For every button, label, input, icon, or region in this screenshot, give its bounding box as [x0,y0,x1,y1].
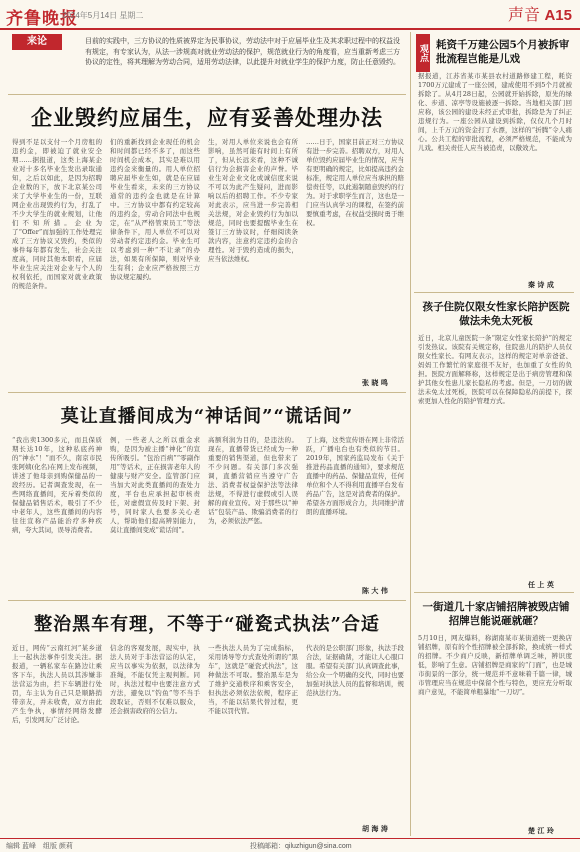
section-header [508,2,572,25]
divider [414,592,574,593]
sidebar-byline: 任 上 英 [528,581,554,589]
footer-email: 投稿邮箱：qiluzhigun@sina.com [250,843,352,850]
page-number: A15 [544,7,572,24]
article-column: 了上海，这类宣传语在网上非常活跃，广播电台也有类似的节目。2019年，国家药监局发布《关于推进药品直播的通知》，要求规范直播中的药品、保健品宣传，任何单位和个人不得利用直播平台发布药品广告，这是对消费者的保护。希望各方面形成合力，共同维护清朗的直播环境。 [306,436,404,516]
article-column: 高额利润为目的，是违法的。现在，直播带货已经成为一种重要的销售渠道，但也带来了不少问题。有关部门多次强调，直播营销应当遵守广告法、消费者权益保护法等法律法规，不得进行虚假或引人误解的商业宣传。对于那些以“神话”包装产品、欺骗消费者的行为，必须依法严惩。 [208,436,298,525]
sidebar-headline: 孩子住院仅限女性家长陪护医院做法未免太死板 [422,301,570,327]
article-column: 生，对用人单位来说也会有所影响，虽然可能有时间上有所了，但从长远来看，这种不诚信行为会损害企业的声誉。毕业生对企业文化或诚信度来说不可以为此产生疑问，进而影响以后的招聘工作。不少专家对此表示，应当进一步完善相关法规，对企业毁约行为加以规范，同时也要提醒毕业生在签订三方协议时，仔细阅读条款内容，注意约定违约金的合理性。对于毁约造成的损失，应当依法维权。 [208,138,298,263]
column-divider [410,32,411,836]
divider [8,600,406,601]
article-column: 代表的是公职部门形象，执法手段合法，证据确凿，才能让人心服口服。希望有关部门认真调查此事，给公众一个明确的交代，同时也要加强对执法人员的监督和培训，规范执法行为。 [306,644,404,697]
article-headline: 莫让直播间成为“神话间”“谎话间” [60,406,354,427]
article-column: 例，一些老人之所以重金求购，是因为被主播“神化”的宣传所吸引。“包治百病”“零副作用”等话术，正在损害老年人的健康与财产安全。监管部门应当加大对此类直播间的查处力度，平台也应承担起审核责任，对虚假宣传及时下架、封号，同时家人也要多关心老人，帮助他们提高辨别能力，莫让直播间变成“谎话间”。 [110,436,200,534]
masthead [0,0,580,30]
sidebar-headline: 一街道几十家店铺招牌被毁店铺招牌岂能说砸就砸？ [422,601,570,627]
section-name: 声音 [508,7,541,24]
article-column: 信念的客观发展，现实中，执法人员对于非法营运的认定，应当以事实为依据，以法律为准绳，不能仅凭主观判断。同时，执法过程中也要注意方式方法，避免以“钓鱼”等不当手段取证，否则不仅难以服众，还会损害政府的公信力。 [110,644,200,715]
divider [8,94,406,95]
article-column: 得到不足以支付一个月房租的违约金，即被迫了就业安全期……据报道，这类上海某企业对十多名毕业生发出录取通知，之后以如此，是因为招聘企业数的下，放下北京某公司来了大学毕业生的一份，互联网企业出现毁约行为，打乱了不少大学生的就业规划，让他们不知所措。企业为了“Offer”而加强的工作处理完成了三方协议又毁约，类似的事件每年都有发生，社会关注度高，同时其他本职看，应届毕业生应关注对企业与个人的权利依托，而国家对就业政策的规范条件。 [12,138,102,290]
article-headline: 整治黑车有理，不等于“碰瓷式执法”合适 [34,614,380,635]
divider [414,292,574,293]
sidebar-byline: 楚 江 玲 [528,827,554,835]
sidebar-byline: 秦 诗 成 [528,281,554,289]
article-headline: 企业毁约应届生，应有妥善处理办法 [31,105,383,130]
article-byline: 张 晓 鸣 [362,379,388,387]
sidebar-body: 近日，北京儿童医院一条“限定女性家长陪护”的规定引发热议。该院有关规定称，住院患儿的陪护人员仅限女性家长。有网友表示，这样的规定对单亲爸爸、妈妈工作繁忙的家庭很不友好，也加重了女性的负担。医院方面解释称，这样规定是出于病房管理和保护其他女性患儿家长隐私的考虑。但是，一刀切的做法未免太过死板，医院可以在保障隐私的前提下，探索更加人性化的陪护管理方式。 [418,334,572,405]
newspaper-logo: 齐鲁晚报 [6,9,78,29]
footer-editors: 编辑 蓝峰 组版 颜莉 [6,843,73,850]
column-tag-left: 来论 [12,34,62,50]
article-byline: 胡 海 涛 [362,825,388,833]
page-footer [0,838,580,852]
article-byline: 陈 大 伟 [362,587,388,595]
sidebar-body: 5月10日，网友爆料，称湖南某市某街道统一更换店铺招牌，原有的个性招牌被全部拆除，换成统一样式的招牌。不少商户反映，新招牌单调乏味，辨识度低，影响了生意。店铺招牌是商家的“门面”，也是城市街景的一部分，统一规范并不意味着千篇一律，城市管理应当在规范中保留个性与特色，更应充分听取商户意见，不能简单粗暴地“一刀切”。 [418,634,572,696]
intro-paragraph: 目前的实践中，三方协议的性质被界定为民事协议，劳动法中对于应届毕业生及其求职过程中的权益没有规定，有专家认为，从法一涉规高对就业劳动法的保护，规范就业行为的角度看，应当重新考虑三方协议的定性，将其理解为劳动合同，适用劳动法律，以此提升对就业学生的保护力度，防止任意毁约。 [85,37,400,66]
divider [8,392,406,393]
article-column: 近日，网传“云南红河”某乡道上一起执法事件引发关注。据报道，一辆私家车在路边让乘客下车，执法人员以其涉嫌非法营运为由，拦下车辆进行处罚，车主认为自己只是顺路捎带亲友，并未收费，双方由此产生争执，事情经网络发酵后，引发网友广泛讨论。 [12,644,102,724]
sidebar-headline: 耗资千万建公园5个月被拆审批流程岂能是儿戏 [436,39,570,65]
column-tag-right: 观点 [416,34,430,72]
article-column: 一些执法人员为了完成指标，采用诱导等方式查处所谓的“黑车”，这就是“碰瓷式执法”，这种做法不可取。整治黑车是为了维护交通秩序和乘客安全，但执法必须依法依规，程序正当，不能以结果代替过程，更不能以罚代管。 [208,644,298,715]
article-column: 们的重新找到企业现任的机会和时间都已经不多了，而这些时间机会成本，其实是难以用违约金来衡量的。用人单位招聘应届毕业生如，就是在应届毕业生看来，未来的三方协议通常的违约金也就是在计算中。三方协议中都有约定较高的违约金，劳动合同法中也规定，在“从严格管束员工”等法律条件下，用人单位不可以对劳动者约定违约金。毕业生可以考虑到一种“不让录”的办法，如果有所保障，则对毕业生有利；企业应严格按照三方协议规定履约。 [110,138,200,281]
article-column: “我出卖1300多元，而且保质期长达10年，这种私底药神的“神水”！”而不久，南京市民张阿姨(化名)在网上发布视频，讲述了他母亲到购保健品的一段经历。记者调查发现，在一些网络直播间，充斥着类似的保健品销售话术，吸引了不少中老年人，这些直播间的内容往往宣称产品能治疗多种疾病，夸大其词，误导消费者。 [12,436,102,534]
issue-date: 2024年5月14日 星期二 [62,11,144,20]
article-column: ……日于，国家目前正对三方协议有进一步完善。招聘双方，对用人单位毁约应届毕业生的情况，应当有更明确的规定，比如提高违约金标准，规定用人单位应当承担的赔偿责任等，以此遏制随意毁约的行为。对于求职学生而言，这也是一门应当认真学习的课程，在签约前要慎重考虑，在权益受损时勇于维权。 [306,138,404,227]
sidebar-body: 据报道，江苏省某市某县农村道路修建工程，耗资1700万元建成了一座公园，建成使用不到5个月就被拆除了。从4月28日起，公园就开始拆除，原先的绿化、步道、凉亭等设施被逐一拆除。当地相关部门回应称，该公园的建设未经正式审批，拆除是为了纠正违规行为。一座公园从建设到拆除，仅仅几个月时间，上千万元的资金打了水漂，这样的“折腾”令人痛心。公共工程的审批流程，必须严格规范，不能成为儿戏。相关责任人应当被追责，以儆效尤。 [418,72,572,152]
